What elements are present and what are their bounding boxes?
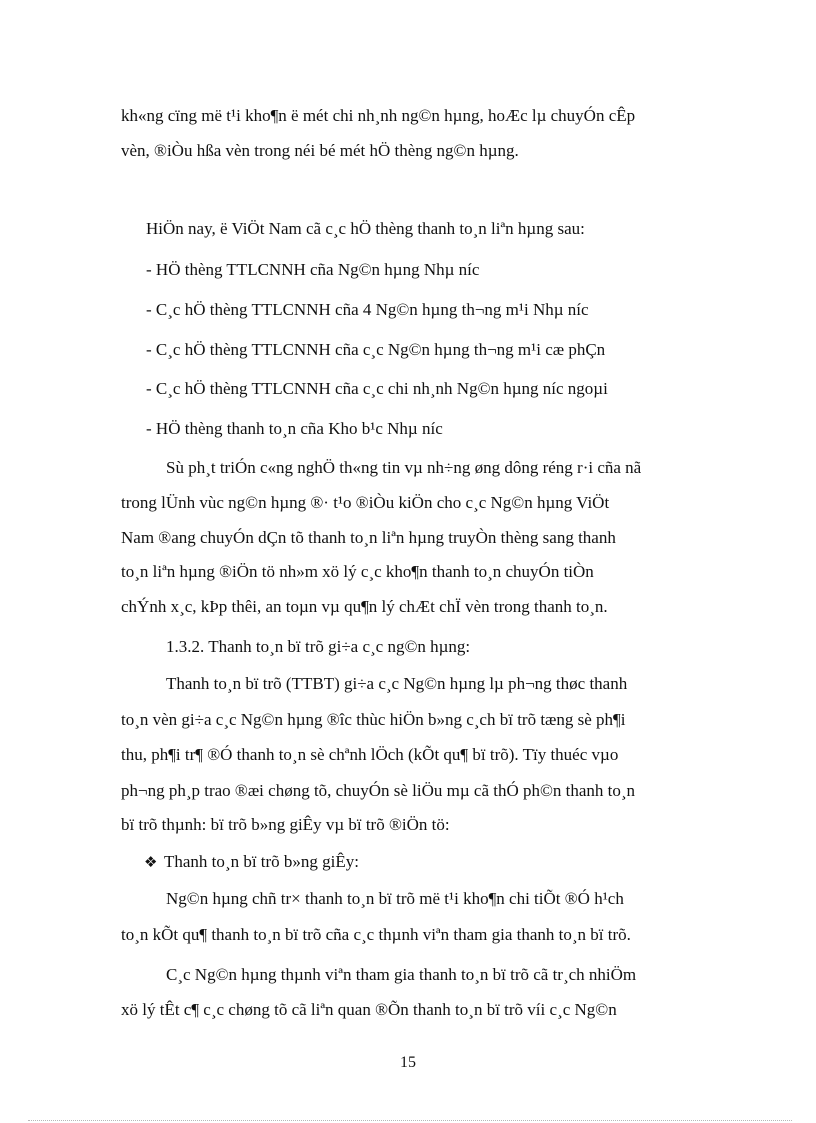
paper-line-2: to¸n kÕt qu¶ thanh to¸n bï trõ cña c¸c thµnh viªn tham gia thanh to¸n bï trõ. bbox=[121, 925, 631, 944]
footer-divider bbox=[28, 1120, 792, 1121]
text-line: to¸n vèn gi÷a c¸c Ng©n hµng ®îc thùc hiÖn b»ng c¸ch bï trõ tæng sè ph¶i bbox=[121, 710, 626, 729]
clearing-line-1: Thanh to¸n bï trõ (TTBT) gi÷a c¸c Ng©n hµng lµ ph¬ng thøc thanh bbox=[166, 674, 628, 693]
section-heading: 1.3.2. Thanh to¸n bï trõ gi÷a c¸c ng©n hµng: bbox=[166, 637, 471, 656]
clearing-line-5: bï trõ thµnh: bï trõ b»ng giÊy vµ bï trõ ®iÖn tö: bbox=[121, 815, 450, 834]
systems-list-item: - C¸c hÖ thèng TTLCNNH cña 4 Ng©n hµng th¬ng m¹i Nhµ níc bbox=[146, 300, 589, 319]
text-line: xö lý tÊt c¶ c¸c chøng tõ cã liªn quan ®Õn thanh to¸n bï trõ víi c¸c Ng©n bbox=[121, 1000, 617, 1019]
members-line-1: C¸c Ng©n hµng thµnh viªn tham gia thanh to¸n bï trõ cã tr¸ch nhiÖm bbox=[166, 965, 637, 984]
systems-list-item: - C¸c hÖ thèng TTLCNNH cña c¸c Ng©n hµng th¬ng m¹i cæ phÇn bbox=[146, 340, 606, 359]
subsection-heading bbox=[144, 852, 359, 872]
subsection-heading-text: Thanh to¸n bï trõ b»ng giÊy: bbox=[164, 852, 360, 871]
development-line-2 bbox=[121, 493, 695, 513]
text-line: to¸n liªn hµng ®iÖn tö nh»m xö lý c¸c kho¶n thanh to¸n chuyÓn tiÒn bbox=[121, 562, 594, 581]
text-line: trong lÜnh vùc ng©n hµng ®· t¹o ®iÒu kiÖn cho c¸c Ng©n hµng ViÖt bbox=[121, 493, 610, 512]
development-line-5: chÝnh x¸c, kÞp thêi, an toµn vµ qu¶n lý chÆt chÏ vèn trong thanh to¸n. bbox=[121, 597, 608, 616]
development-line-4 bbox=[121, 562, 695, 582]
systems-list-item: - HÖ thèng thanh to¸n cña Kho b¹c Nhµ níc bbox=[146, 419, 443, 438]
development-line-3 bbox=[121, 528, 695, 548]
development-line-1: Sù ph¸t triÓn c«ng nghÖ th«ng tin vµ nh÷ng øng dông réng r·i cña nã bbox=[166, 458, 642, 477]
diamond-bullet-icon: ❖ bbox=[144, 853, 158, 871]
systems-list-item: - HÖ thèng TTLCNNH cña Ng©n hµng Nhµ níc bbox=[146, 260, 480, 279]
text-line: kh«ng cïng më t¹i kho¶n ë mét chi nh¸nh ng©n hµng, hoÆc lµ chuyÓn cÊp bbox=[121, 106, 636, 125]
systems-heading: HiÖn nay, ë ViÖt Nam cã c¸c hÖ thèng thanh to¸n liªn hµng sau: bbox=[146, 219, 585, 238]
clearing-line-2 bbox=[121, 710, 695, 730]
text-line: Nam ®ang chuyÓn dÇn tõ thanh to¸n liªn hµng truyÒn thèng sang thanh bbox=[121, 528, 616, 547]
intro-line-2: vèn, ®iÒu hßa vèn trong néi bé mét hÖ thèng ng©n hµng. bbox=[121, 141, 519, 160]
members-line-2 bbox=[121, 1000, 697, 1020]
text-line: thu, ph¶i tr¶ ®Ó thanh to¸n sè chªnh lÖch (kÕt qu¶ bï trõ). Tïy thuéc vµo bbox=[121, 745, 619, 764]
page-number: 15 bbox=[400, 1054, 416, 1071]
clearing-line-4 bbox=[121, 781, 695, 801]
intro-line-1 bbox=[121, 106, 700, 126]
text-line: ph¬ng ph¸p trao ®æi chøng tõ, chuyÓn sè liÖu mµ cã thÓ ph©n thanh to¸n bbox=[121, 781, 636, 800]
systems-list-item: - C¸c hÖ thèng TTLCNNH cña c¸c chi nh¸nh Ng©n hµng níc ngoµi bbox=[146, 379, 608, 398]
clearing-line-3 bbox=[121, 745, 695, 765]
paper-line-1: Ng©n hµng chñ tr× thanh to¸n bï trõ më t¹i kho¶n chi tiÕt ®Ó h¹ch bbox=[166, 889, 624, 908]
